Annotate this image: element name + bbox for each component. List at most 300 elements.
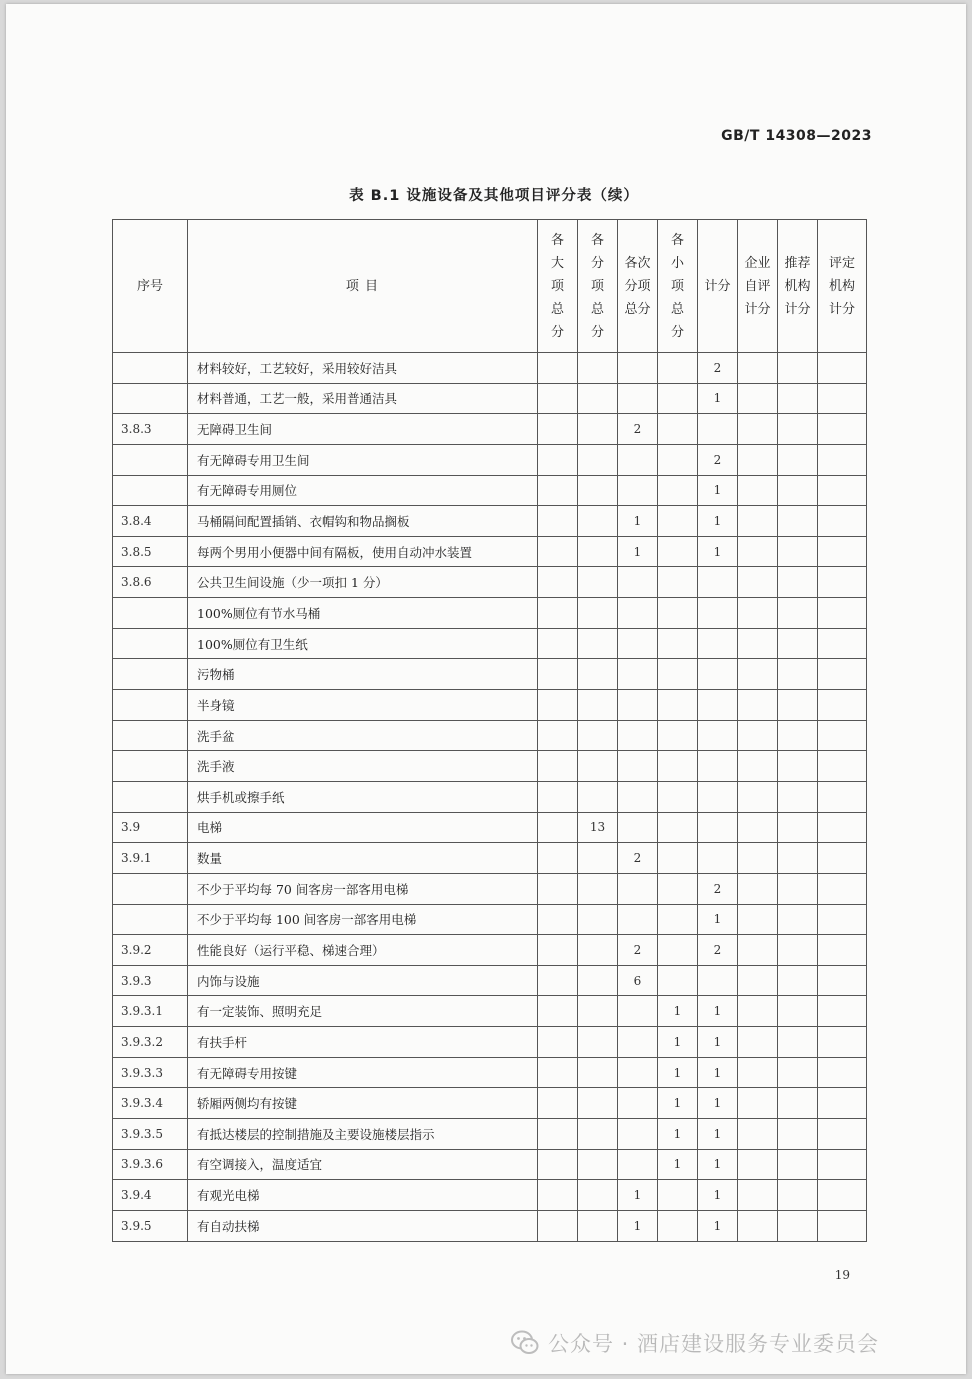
table-title: 表 B.1 设施设备及其他项目评分表（续）	[349, 188, 639, 204]
row-major-total	[538, 567, 578, 598]
row-recommend-score	[778, 1180, 818, 1211]
table-row	[113, 444, 867, 475]
row-major-total	[538, 812, 578, 843]
row-seq: 3.9.3.6	[113, 1149, 188, 1180]
row-major-total	[538, 904, 578, 935]
row-sub-total	[578, 536, 618, 567]
row-major-total	[538, 536, 578, 567]
row-major-total	[538, 1088, 578, 1119]
row-recommend-score	[778, 567, 818, 598]
row-sub-total	[578, 751, 618, 782]
row-minor-total	[658, 598, 698, 629]
row-item: 洗手盆	[188, 720, 538, 751]
row-recommend-score	[778, 690, 818, 721]
row-seq: 3.8.6	[113, 567, 188, 598]
row-item: 有无障碍专用厕位	[188, 475, 538, 506]
row-assess-score	[818, 506, 867, 537]
row-major-total	[538, 751, 578, 782]
row-secondary-total	[618, 1149, 658, 1180]
row-assess-score	[818, 812, 867, 843]
row-secondary-total	[618, 751, 658, 782]
row-secondary-total: 1	[618, 1180, 658, 1211]
row-self-assessment	[738, 506, 778, 537]
row-minor-total	[658, 475, 698, 506]
row-recommend-score	[778, 598, 818, 629]
row-item: 100%厕位有卫生纸	[188, 628, 538, 659]
row-minor-total	[658, 812, 698, 843]
row-secondary-total: 6	[618, 965, 658, 996]
row-recommend-score	[778, 444, 818, 475]
row-score: 1	[698, 996, 738, 1027]
row-score: 1	[698, 904, 738, 935]
row-score: 1	[698, 475, 738, 506]
row-sub-total	[578, 1027, 618, 1058]
row-recommend-score	[778, 965, 818, 996]
row-seq: 3.9.3.1	[113, 996, 188, 1027]
row-sub-total	[578, 628, 618, 659]
row-self-assessment	[738, 996, 778, 1027]
row-score	[698, 812, 738, 843]
row-self-assessment	[738, 444, 778, 475]
row-self-assessment	[738, 353, 778, 384]
row-major-total	[538, 781, 578, 812]
row-major-total	[538, 1057, 578, 1088]
table-row	[113, 812, 867, 843]
row-score	[698, 628, 738, 659]
row-score: 1	[698, 383, 738, 414]
row-recommend-score	[778, 812, 818, 843]
row-sub-total	[578, 567, 618, 598]
row-score: 2	[698, 935, 738, 966]
row-assess-score	[818, 1088, 867, 1119]
table-row	[113, 1027, 867, 1058]
row-assess-score	[818, 414, 867, 445]
row-recommend-score	[778, 873, 818, 904]
row-item: 有无障碍专用按键	[188, 1057, 538, 1088]
row-score	[698, 751, 738, 782]
row-sub-total	[578, 1119, 618, 1150]
row-self-assessment	[738, 1119, 778, 1150]
row-self-assessment	[738, 1149, 778, 1180]
row-self-assessment	[738, 1180, 778, 1211]
row-recommend-score	[778, 628, 818, 659]
row-secondary-total: 1	[618, 1210, 658, 1241]
row-self-assessment	[738, 1027, 778, 1058]
row-sub-total	[578, 1088, 618, 1119]
row-seq	[113, 475, 188, 506]
row-minor-total	[658, 965, 698, 996]
row-item: 每两个男用小便器中间有隔板，使用自动冲水装置	[188, 536, 538, 567]
col-seq: 序号	[113, 220, 188, 353]
table-row	[113, 567, 867, 598]
row-assess-score	[818, 353, 867, 384]
row-self-assessment	[738, 720, 778, 751]
row-self-assessment	[738, 904, 778, 935]
row-sub-total	[578, 475, 618, 506]
row-major-total	[538, 1180, 578, 1211]
row-item: 无障碍卫生间	[188, 414, 538, 445]
row-assess-score	[818, 965, 867, 996]
row-assess-score	[818, 1057, 867, 1088]
row-assess-score	[818, 444, 867, 475]
row-self-assessment	[738, 628, 778, 659]
row-self-assessment	[738, 965, 778, 996]
table-row	[113, 843, 867, 874]
row-sub-total: 13	[578, 812, 618, 843]
row-recommend-score	[778, 1119, 818, 1150]
row-self-assessment	[738, 690, 778, 721]
row-minor-total: 1	[658, 1149, 698, 1180]
row-self-assessment	[738, 659, 778, 690]
row-minor-total	[658, 353, 698, 384]
row-major-total	[538, 873, 578, 904]
table-body	[113, 353, 867, 1242]
row-minor-total	[658, 751, 698, 782]
row-seq: 3.9.3.2	[113, 1027, 188, 1058]
table-row	[113, 781, 867, 812]
col-self-assessment: 企业 自评 计分	[738, 220, 778, 353]
row-self-assessment	[738, 751, 778, 782]
row-score	[698, 414, 738, 445]
page-number: 19	[834, 1268, 850, 1282]
row-major-total	[538, 598, 578, 629]
table-row	[113, 1057, 867, 1088]
row-major-total	[538, 720, 578, 751]
row-secondary-total	[618, 1027, 658, 1058]
row-assess-score	[818, 1210, 867, 1241]
row-item: 电梯	[188, 812, 538, 843]
wechat-icon	[510, 1328, 540, 1358]
row-item: 洗手液	[188, 751, 538, 782]
row-seq: 3.9.3	[113, 965, 188, 996]
row-minor-total	[658, 506, 698, 537]
row-seq	[113, 690, 188, 721]
row-minor-total	[658, 567, 698, 598]
row-secondary-total: 2	[618, 414, 658, 445]
col-minor-total: 各 小 项 总 分	[658, 220, 698, 353]
row-secondary-total: 2	[618, 935, 658, 966]
row-major-total	[538, 506, 578, 537]
row-sub-total	[578, 1210, 618, 1241]
row-minor-total: 1	[658, 1027, 698, 1058]
row-secondary-total: 1	[618, 506, 658, 537]
row-sub-total	[578, 904, 618, 935]
row-secondary-total	[618, 1119, 658, 1150]
row-score: 1	[698, 1088, 738, 1119]
table-row	[113, 475, 867, 506]
row-major-total	[538, 475, 578, 506]
row-minor-total	[658, 720, 698, 751]
row-assess-score	[818, 751, 867, 782]
row-score	[698, 567, 738, 598]
row-score: 1	[698, 1180, 738, 1211]
row-sub-total	[578, 506, 618, 537]
row-seq: 3.9.3.5	[113, 1119, 188, 1150]
row-major-total	[538, 935, 578, 966]
row-self-assessment	[738, 812, 778, 843]
row-assess-score	[818, 536, 867, 567]
row-recommend-score	[778, 353, 818, 384]
row-major-total	[538, 1149, 578, 1180]
row-self-assessment	[738, 1210, 778, 1241]
row-seq: 3.8.4	[113, 506, 188, 537]
col-item: 项 目	[188, 220, 538, 353]
table-row	[113, 1180, 867, 1211]
row-assess-score	[818, 567, 867, 598]
row-seq: 3.9.3.4	[113, 1088, 188, 1119]
row-secondary-total: 2	[618, 843, 658, 874]
row-major-total	[538, 690, 578, 721]
row-recommend-score	[778, 536, 818, 567]
table-row	[113, 353, 867, 384]
row-recommend-score	[778, 506, 818, 537]
table-row	[113, 690, 867, 721]
row-item: 内饰与设施	[188, 965, 538, 996]
row-assess-score	[818, 996, 867, 1027]
row-item: 烘手机或擦手纸	[188, 781, 538, 812]
row-recommend-score	[778, 1088, 818, 1119]
row-minor-total: 1	[658, 1057, 698, 1088]
table-row	[113, 965, 867, 996]
row-recommend-score	[778, 475, 818, 506]
row-seq	[113, 751, 188, 782]
row-score	[698, 659, 738, 690]
row-assess-score	[818, 1180, 867, 1211]
col-sub-total: 各 分 项 总 分	[578, 220, 618, 353]
row-minor-total	[658, 690, 698, 721]
row-minor-total	[658, 781, 698, 812]
row-score	[698, 690, 738, 721]
row-recommend-score	[778, 935, 818, 966]
row-item: 有一定装饰、照明充足	[188, 996, 538, 1027]
row-assess-score	[818, 690, 867, 721]
row-minor-total	[658, 935, 698, 966]
row-secondary-total	[618, 353, 658, 384]
row-recommend-score	[778, 383, 818, 414]
table-row	[113, 873, 867, 904]
row-seq: 3.9.1	[113, 843, 188, 874]
row-minor-total: 1	[658, 1119, 698, 1150]
row-secondary-total	[618, 1088, 658, 1119]
table-row	[113, 659, 867, 690]
row-secondary-total	[618, 781, 658, 812]
row-sub-total	[578, 781, 618, 812]
row-sub-total	[578, 873, 618, 904]
row-item: 有观光电梯	[188, 1180, 538, 1211]
row-major-total	[538, 383, 578, 414]
row-seq: 3.9.5	[113, 1210, 188, 1241]
row-minor-total	[658, 628, 698, 659]
row-item: 马桶隔间配置插销、衣帽钩和物品搁板	[188, 506, 538, 537]
standard-code: GB/T 14308—2023	[721, 128, 872, 144]
row-score: 1	[698, 1119, 738, 1150]
row-self-assessment	[738, 567, 778, 598]
row-secondary-total	[618, 812, 658, 843]
row-secondary-total	[618, 873, 658, 904]
col-recommend-score: 推荐 机构 计分	[778, 220, 818, 353]
row-sub-total	[578, 935, 618, 966]
row-seq	[113, 873, 188, 904]
row-self-assessment	[738, 475, 778, 506]
row-recommend-score	[778, 414, 818, 445]
row-secondary-total	[618, 628, 658, 659]
col-secondary-total: 各次 分项 总分	[618, 220, 658, 353]
row-seq: 3.9.2	[113, 935, 188, 966]
row-item: 有无障碍专用卫生间	[188, 444, 538, 475]
row-recommend-score	[778, 996, 818, 1027]
row-sub-total	[578, 1180, 618, 1211]
row-score: 1	[698, 1027, 738, 1058]
row-self-assessment	[738, 781, 778, 812]
row-item: 有扶手杆	[188, 1027, 538, 1058]
row-secondary-total	[618, 383, 658, 414]
row-item: 污物桶	[188, 659, 538, 690]
row-minor-total	[658, 536, 698, 567]
row-assess-score	[818, 628, 867, 659]
row-assess-score	[818, 1119, 867, 1150]
row-item: 有空调接入，温度适宜	[188, 1149, 538, 1180]
row-score: 2	[698, 873, 738, 904]
row-secondary-total	[618, 567, 658, 598]
row-secondary-total	[618, 444, 658, 475]
row-major-total	[538, 659, 578, 690]
table-row	[113, 1088, 867, 1119]
row-seq	[113, 904, 188, 935]
row-score: 1	[698, 1057, 738, 1088]
row-score	[698, 598, 738, 629]
row-self-assessment	[738, 536, 778, 567]
row-item: 不少于平均每 70 间客房一部客用电梯	[188, 873, 538, 904]
row-secondary-total: 1	[618, 536, 658, 567]
table-row	[113, 935, 867, 966]
row-recommend-score	[778, 781, 818, 812]
row-minor-total	[658, 383, 698, 414]
row-minor-total	[658, 843, 698, 874]
row-sub-total	[578, 965, 618, 996]
row-sub-total	[578, 414, 618, 445]
row-score	[698, 781, 738, 812]
row-recommend-score	[778, 1149, 818, 1180]
table-row	[113, 506, 867, 537]
watermark-text: 公众号 · 酒店建设服务专业委员会	[548, 1332, 880, 1356]
row-score	[698, 965, 738, 996]
row-assess-score	[818, 873, 867, 904]
row-assess-score	[818, 598, 867, 629]
row-seq	[113, 444, 188, 475]
row-sub-total	[578, 1057, 618, 1088]
col-assess-score: 评定 机构 计分	[818, 220, 867, 353]
row-minor-total	[658, 1210, 698, 1241]
row-recommend-score	[778, 843, 818, 874]
table-header-row	[113, 220, 867, 353]
row-self-assessment	[738, 935, 778, 966]
row-major-total	[538, 843, 578, 874]
row-minor-total	[658, 873, 698, 904]
row-assess-score	[818, 659, 867, 690]
row-item: 材料普通，工艺一般，采用普通洁具	[188, 383, 538, 414]
row-seq: 3.9.4	[113, 1180, 188, 1211]
table-row	[113, 720, 867, 751]
row-major-total	[538, 996, 578, 1027]
row-assess-score	[818, 475, 867, 506]
row-sub-total	[578, 598, 618, 629]
row-minor-total: 1	[658, 1088, 698, 1119]
row-secondary-total	[618, 1057, 658, 1088]
table-row	[113, 598, 867, 629]
row-seq	[113, 353, 188, 384]
table-row	[113, 904, 867, 935]
row-secondary-total	[618, 598, 658, 629]
row-self-assessment	[738, 383, 778, 414]
row-seq: 3.8.3	[113, 414, 188, 445]
row-item: 轿厢两侧均有按键	[188, 1088, 538, 1119]
scoring-table	[112, 219, 867, 1242]
table-row	[113, 1210, 867, 1241]
row-seq	[113, 781, 188, 812]
row-secondary-total	[618, 690, 658, 721]
row-sub-total	[578, 720, 618, 751]
row-assess-score	[818, 904, 867, 935]
table-row	[113, 996, 867, 1027]
table-row	[113, 628, 867, 659]
row-minor-total	[658, 1180, 698, 1211]
row-recommend-score	[778, 1057, 818, 1088]
row-major-total	[538, 1119, 578, 1150]
row-assess-score	[818, 1149, 867, 1180]
row-recommend-score	[778, 751, 818, 782]
row-item: 有自动扶梯	[188, 1210, 538, 1241]
row-assess-score	[818, 781, 867, 812]
row-self-assessment	[738, 873, 778, 904]
row-major-total	[538, 965, 578, 996]
row-item: 有抵达楼层的控制措施及主要设施楼层指示	[188, 1119, 538, 1150]
row-item: 材料较好，工艺较好，采用较好洁具	[188, 353, 538, 384]
row-secondary-total	[618, 904, 658, 935]
row-score: 2	[698, 444, 738, 475]
row-major-total	[538, 414, 578, 445]
watermark	[510, 1326, 960, 1360]
row-sub-total	[578, 383, 618, 414]
row-secondary-total	[618, 996, 658, 1027]
row-item: 性能良好（运行平稳、梯速合理）	[188, 935, 538, 966]
row-score: 1	[698, 1210, 738, 1241]
table-row	[113, 414, 867, 445]
row-minor-total	[658, 904, 698, 935]
row-secondary-total	[618, 659, 658, 690]
row-seq	[113, 720, 188, 751]
row-item: 公共卫生间设施（少一项扣 1 分）	[188, 567, 538, 598]
row-score: 2	[698, 353, 738, 384]
table-row	[113, 1149, 867, 1180]
row-secondary-total	[618, 720, 658, 751]
row-score: 1	[698, 1149, 738, 1180]
col-score: 计分	[698, 220, 738, 353]
row-recommend-score	[778, 659, 818, 690]
row-assess-score	[818, 383, 867, 414]
row-assess-score	[818, 1027, 867, 1058]
row-sub-total	[578, 843, 618, 874]
table-row	[113, 1119, 867, 1150]
row-major-total	[538, 1027, 578, 1058]
col-major-total: 各 大 项 总 分	[538, 220, 578, 353]
row-recommend-score	[778, 904, 818, 935]
row-seq	[113, 598, 188, 629]
row-assess-score	[818, 843, 867, 874]
row-sub-total	[578, 444, 618, 475]
table-row	[113, 751, 867, 782]
row-sub-total	[578, 690, 618, 721]
row-major-total	[538, 628, 578, 659]
